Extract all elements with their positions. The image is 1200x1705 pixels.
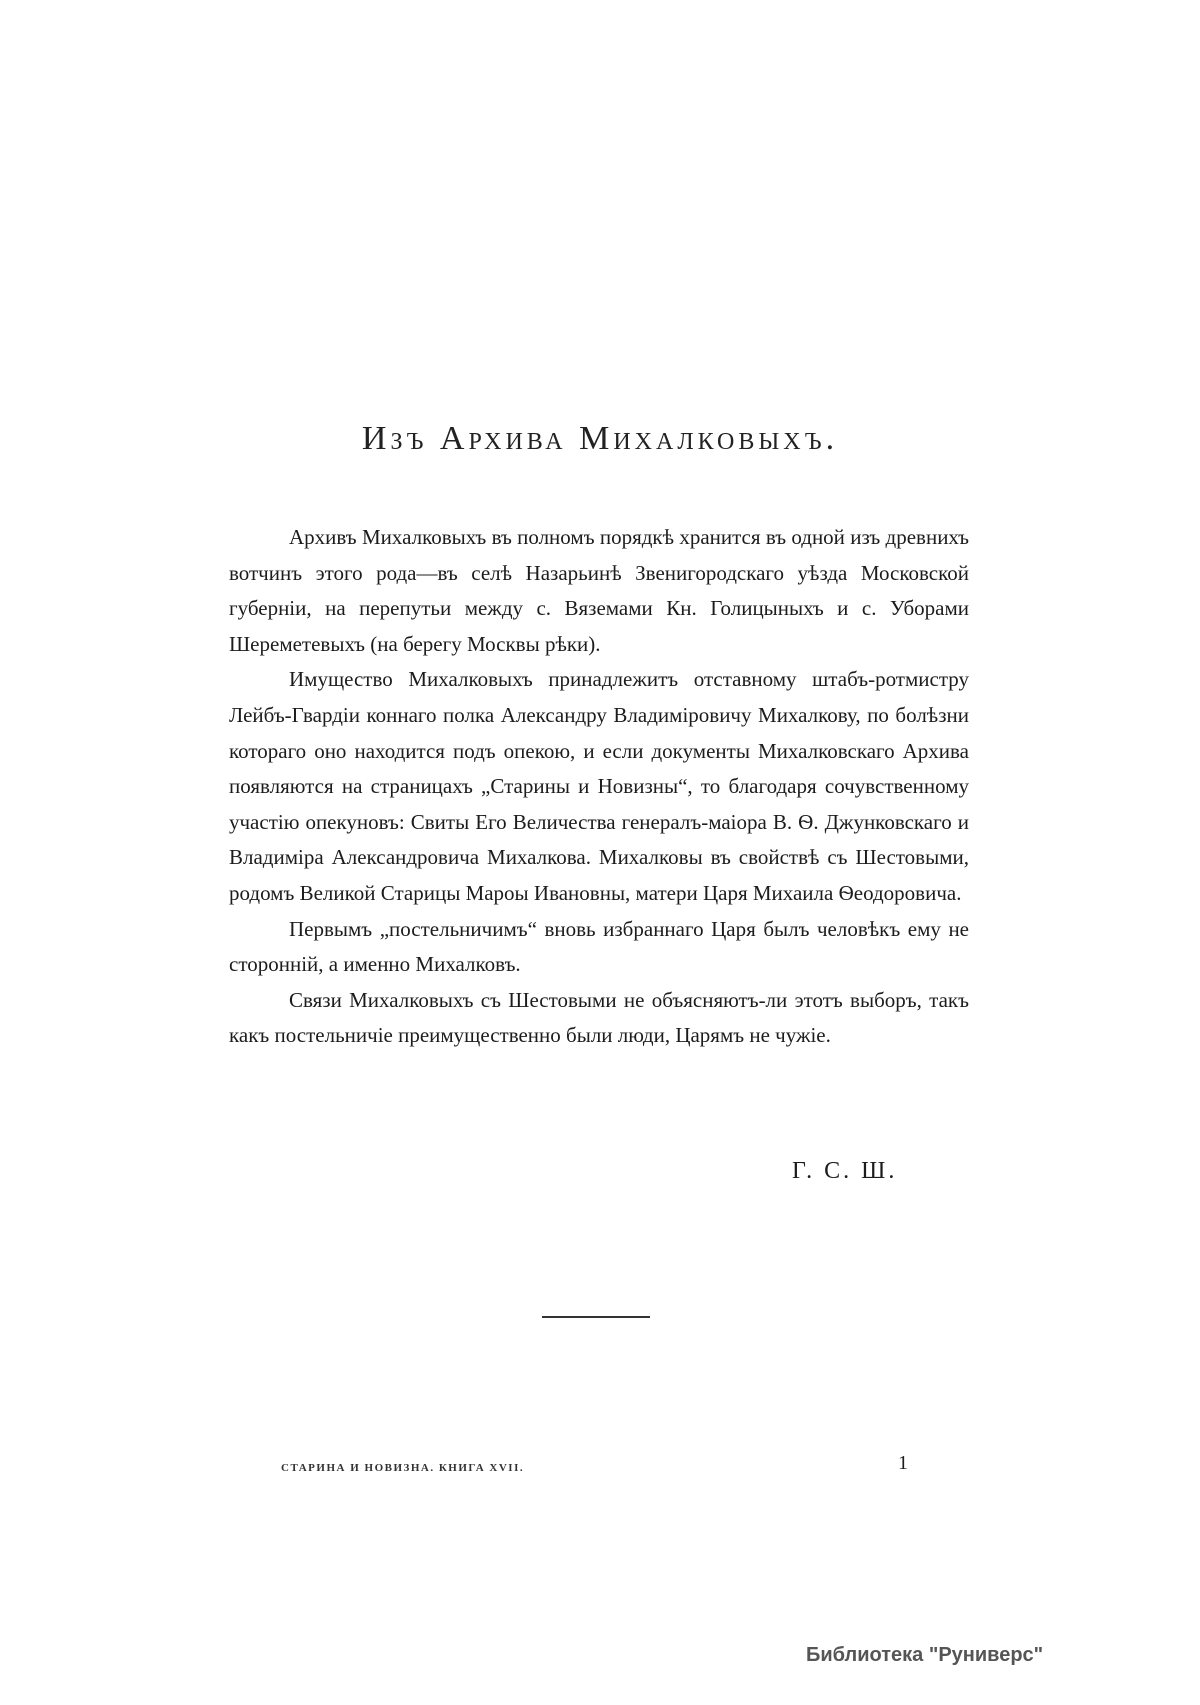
section-divider — [542, 1316, 650, 1318]
paragraph: Первымъ „постельничимъ“ вновь избраннаго Царя былъ человѣкъ ему не сторонній, а именно Михалковъ. — [229, 916, 969, 977]
paragraph: Имущество Михалковыхъ принадлежитъ отставному штабъ-ротмистру Лейбъ-Гвардіи коннаго полка Александру Владиміровичу Михалкову, по болѣзни котораго оно находится подъ опекою, и если документы Михалковскаго Архива появляются на страницахъ „Старины и Новизны“, то благодаря сочувственному участію опекуновъ: Свиты Его Величества генералъ-маіора В. Ѳ. Джунковскаго и Владиміра Александровича Михалкова. Михалковы въ свойствѣ съ Шестовыми, родомъ Великой Старицы Мароы Ивановны, матери Царя Михаила Ѳеодоровича. — [229, 667, 969, 905]
paragraph: Архивъ Михалковыхъ въ полномъ порядкѣ хранится въ одной изъ древнихъ вотчинъ этого рода—въ селѣ Назарьинѣ Звенигородскаго уѣзда Московской губерніи, на перепутьи между с. Вяземами Кн. Голицыныхъ и с. Уборами Шереметевыхъ (на берегу Москвы рѣки). — [229, 525, 969, 656]
article-body — [229, 520, 969, 1054]
author-signature: Г. С. Ш. — [792, 1158, 898, 1184]
paragraph: Связи Михалковыхъ съ Шестовыми не объясняютъ-ли этотъ выборъ, такъ какъ постельничіе преимущественно были люди, Царямъ не чужіе. — [229, 987, 969, 1048]
page-number: 1 — [898, 1452, 908, 1474]
page-title: Изъ Архива Михалковыхъ. — [361, 420, 839, 457]
library-watermark: Библиотека "Руниверс" — [806, 1644, 1044, 1666]
running-title: СТАРИНА И НОВИЗНА. КНИГА XVII. — [281, 1462, 525, 1474]
